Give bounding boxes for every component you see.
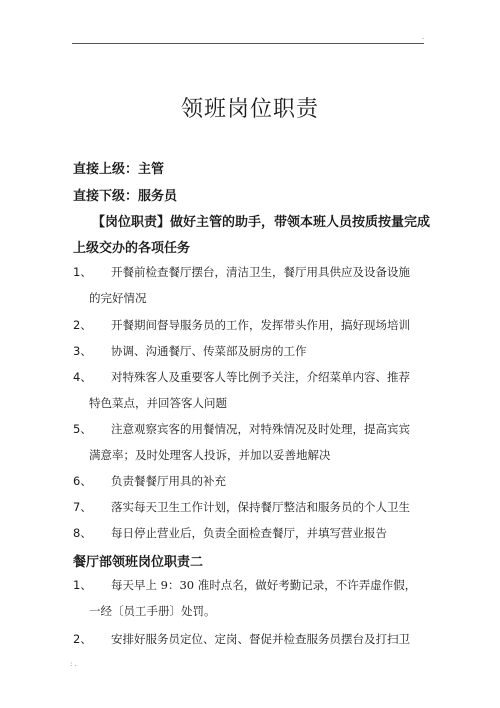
list-item xyxy=(73,494,433,520)
list-item xyxy=(73,338,433,364)
item-text: 每天早上 9：30 准时点名，做好考勤记录，不许弄虚作假， xyxy=(111,578,417,592)
item-text: 协调、沟通餐厅、传菜部及厨房的工作 xyxy=(111,344,307,358)
item-text-continued: 一经〔员工手册〕处罚。 xyxy=(89,604,216,618)
header-rule xyxy=(72,43,424,44)
item-text: 负责餐餐厅用具的补充 xyxy=(111,474,226,488)
item-text: 开餐前检查餐厅摆台，清洁卫生，餐厅用具供应及设备设施 xyxy=(111,265,410,279)
item-number: 6、 xyxy=(73,474,92,488)
item-text: 注意观察宾客的用餐情况，对特殊情况及时处理，提高宾宾 xyxy=(111,422,410,436)
duty-line-1: 【岗位职责】做好主管的助手，带领本班人员按质按量完成 xyxy=(92,215,431,230)
item-text-continued: 特色菜点，并回答客人问题 xyxy=(89,396,227,410)
item-text: 安排好服务员定位、定岗、督促并检查服务员摆台及打扫卫 xyxy=(111,632,410,646)
direct-superior: 直接上级：主管 xyxy=(73,162,165,177)
list-item xyxy=(73,416,433,468)
list-item xyxy=(73,572,433,624)
duty-line-2: 上级交办的各项任务 xyxy=(73,241,191,256)
item-number: 2、 xyxy=(73,632,92,646)
section-heading: 餐厅部领班岗位职责二 xyxy=(73,555,204,570)
item-text-continued: 满意率；及时处理客人投诉，并加以妥善地解决 xyxy=(89,448,331,462)
item-text-continued: 的完好情况 xyxy=(89,291,147,305)
list-item xyxy=(73,626,433,652)
item-text: 对特殊客人及重要客人等比例予关注，介绍菜单内容、推荐 xyxy=(111,370,410,384)
item-text: 开餐期间督导服务员的工作，发挥带头作用，搞好现场培训 xyxy=(111,318,410,332)
item-number: 4、 xyxy=(73,370,92,384)
list-item xyxy=(73,312,433,338)
item-number: 8、 xyxy=(73,526,92,540)
item-text: 每日停止营业后，负责全面检查餐厅，并填写营业报告 xyxy=(111,526,387,540)
list-item xyxy=(73,364,433,416)
document-title: 领班岗位职责 xyxy=(180,97,319,122)
item-number: 2、 xyxy=(73,318,92,332)
item-number: 1、 xyxy=(73,265,92,279)
item-number: 1、 xyxy=(73,578,92,592)
direct-subordinate: 直接下级：服务员 xyxy=(73,189,178,204)
list-item xyxy=(73,468,433,494)
item-number: 3、 xyxy=(73,344,92,358)
list-item xyxy=(73,259,433,311)
footer-mark: : . xyxy=(70,660,77,668)
list-item xyxy=(73,520,433,546)
item-text: 落实每天卫生工作计划，保持餐厅整洁和服务员的个人卫生 xyxy=(111,500,410,514)
item-number: 7、 xyxy=(73,500,92,514)
header-mark: . xyxy=(422,33,425,41)
item-number: 5、 xyxy=(73,422,92,436)
